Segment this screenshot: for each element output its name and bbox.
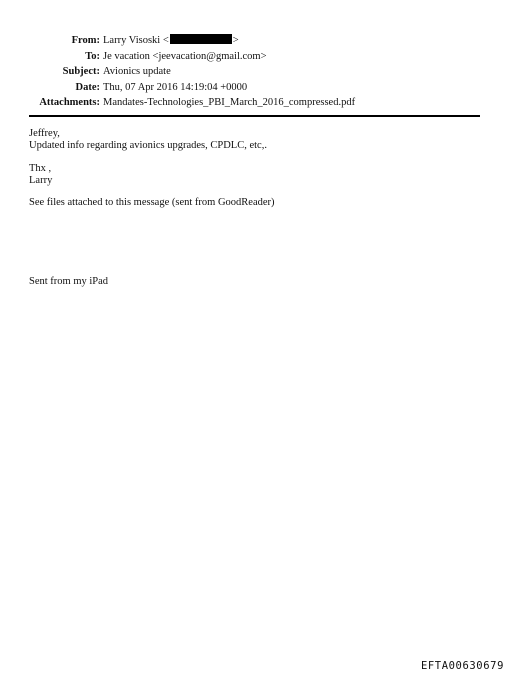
header-row-date (0, 80, 512, 96)
body-sent-from: Sent from my iPad (29, 276, 109, 287)
from-value-suffix: > (232, 35, 239, 46)
from-value (103, 33, 239, 49)
body-attachment-note: See files attached to this message (sent from GoodReader) (29, 197, 275, 208)
document-id: EFTA00630679 (420, 660, 504, 672)
body-signature: Larry (29, 175, 53, 186)
to-label: To: (85, 50, 100, 62)
date-label: Date: (75, 81, 100, 93)
header-row-attachments (0, 95, 512, 111)
attachments-label: Attachments: (39, 97, 100, 108)
email-header (0, 33, 512, 111)
date-value: Thu, 07 Apr 2016 14:19:04 +0000 (103, 81, 248, 93)
body-thanks: Thx , (29, 163, 52, 174)
subject-label: Subject: (62, 66, 100, 77)
header-row-from (0, 33, 512, 49)
from-label: From: (71, 35, 100, 46)
subject-value: Avionics update (103, 66, 171, 77)
to-value: Je vacation <jeevacation@gmail.com> (103, 50, 267, 62)
header-row-subject (0, 64, 512, 80)
attachments-value: Mandates-Technologies_PBI_March_2016_compressed.pdf (103, 97, 356, 108)
from-name: Larry Visoski < (103, 35, 169, 46)
redaction-box (170, 34, 232, 44)
header-row-to (0, 49, 512, 65)
body-greeting: Jeffrey, (29, 128, 60, 139)
header-divider (29, 115, 480, 117)
body-line: Updated info regarding avionics upgrades, CPDLC, etc,. (29, 140, 267, 151)
